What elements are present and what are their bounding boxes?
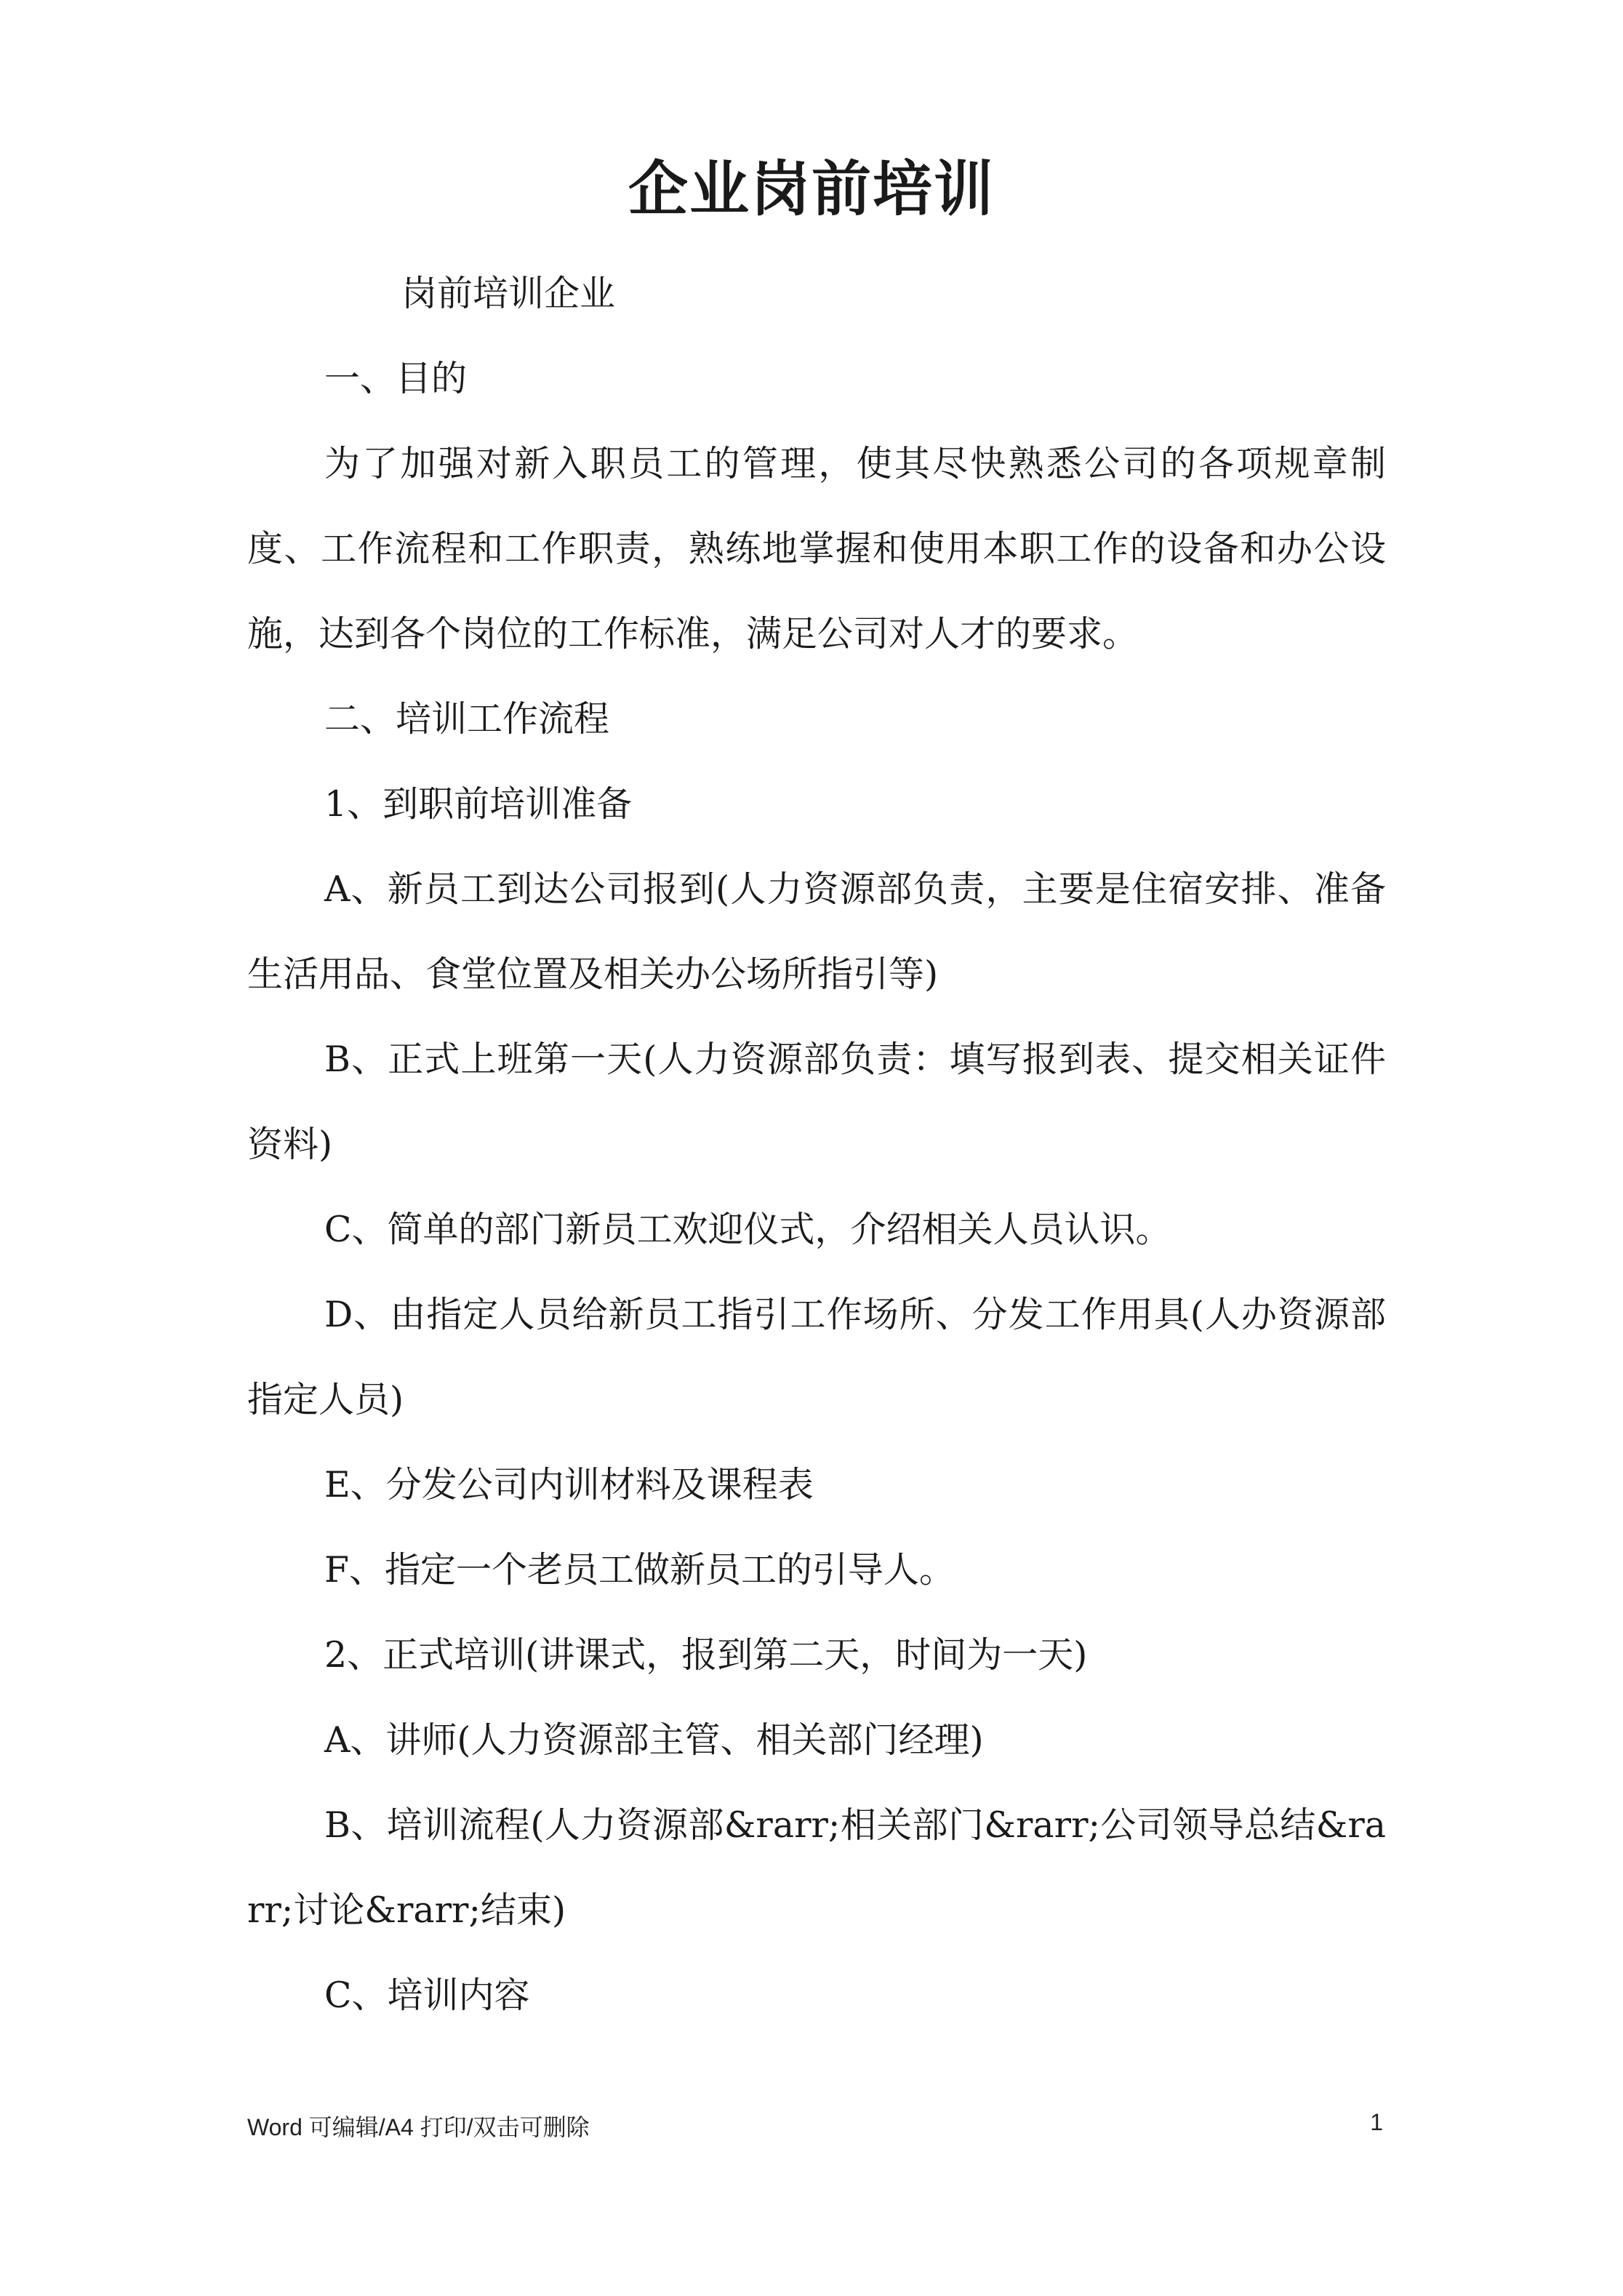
paragraph: 岗前培训企业 bbox=[401, 273, 616, 314]
page-number: 1 bbox=[1370, 2109, 1383, 2135]
section-heading: 二、培训工作流程 bbox=[324, 698, 610, 740]
list-item: A、讲师(人力资源部主管、相关部门经理) bbox=[324, 1719, 984, 1761]
subsection-heading: 1、到职前培训准备 bbox=[324, 783, 633, 825]
list-item: D、由指定人员给新员工指引工作场所、分发工作用具(人办资源部指定人员) bbox=[247, 1294, 1386, 1420]
document-title: 企业岗前培训 bbox=[628, 154, 995, 224]
section-heading: 一、目的 bbox=[324, 358, 468, 399]
footer-note: Word 可编辑/A4 打印/双击可删除 bbox=[247, 2114, 590, 2140]
paragraph: 为了加强对新入职员工的管理，使其尽快熟悉公司的各项规章制度、工作流程和工作职责，熟练地掌握和使用本职工作的设备和办公设施，达到各个岗位的工作标准，满足公司对人才的要求。 bbox=[247, 443, 1386, 655]
list-item: C、培训内容 bbox=[324, 1975, 530, 2016]
subsection-heading: 2、正式培训(讲课式，报到第二天，时间为一天) bbox=[324, 1634, 1088, 1676]
list-item: E、分发公司内训材料及课程表 bbox=[324, 1464, 814, 1505]
list-item: F、指定一个老员工做新员工的引导人。 bbox=[324, 1549, 955, 1591]
list-item: B、培训流程(人力资源部&rarr;相关部门&rarr;公司领导总结&rarr;讨论&rarr;结束) bbox=[247, 1804, 1386, 1931]
list-item: C、简单的部门新员工欢迎仪式，介绍相关人员认识。 bbox=[324, 1209, 1171, 1250]
document-body bbox=[247, 251, 1386, 2038]
list-item: A、新员工到达公司报到(人力资源部负责，主要是住宿安排、准备生活用品、食堂位置及相关办公场所指引等) bbox=[247, 868, 1386, 995]
list-item: B、正式上班第一天(人力资源部负责：填写报到表、提交相关证件资料) bbox=[247, 1039, 1386, 1165]
